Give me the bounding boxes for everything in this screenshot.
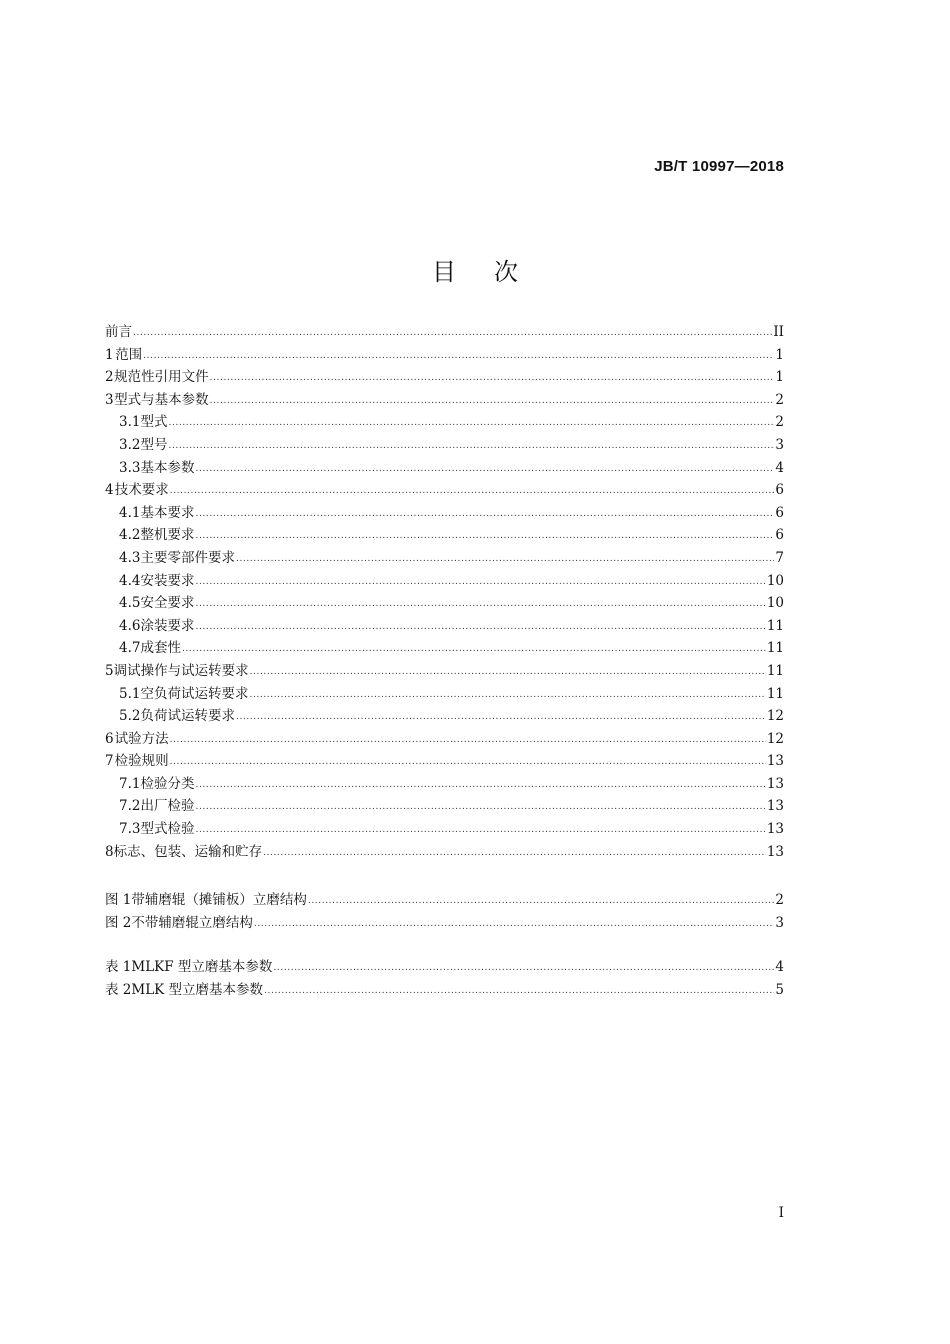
toc-entry[interactable] [105,411,784,434]
entry-page-number: 13 [766,753,784,770]
entry-number: 4.3 [119,549,141,566]
entry-number: 8 [105,843,114,860]
entry-page-number: 13 [766,843,784,860]
dot-leader [143,345,774,368]
entry-number: 5 [105,662,114,679]
entry-number: 3.3 [119,459,141,476]
dot-leader [195,616,765,639]
toc-entry[interactable] [105,434,784,457]
dot-leader [182,638,766,661]
figure-entry[interactable] [105,912,784,935]
entry-page-number: 13 [766,775,784,792]
entry-title: 基本参数 [140,459,195,476]
dot-leader [195,503,774,526]
toc-entry[interactable] [105,773,784,796]
figure-entry[interactable] [105,889,784,912]
dot-leader [170,729,766,752]
entry-number: 4 [105,482,114,499]
toc-entry[interactable] [105,728,784,751]
toc-entry[interactable] [105,547,784,570]
toc-entry[interactable] [105,344,784,367]
dot-leader [195,774,765,797]
entry-title: 调试操作与试运转要求 [113,662,249,679]
entry-page-number: 2 [775,892,784,908]
toc-entry[interactable] [105,524,784,547]
toc-entry[interactable] [105,321,784,344]
entry-title: 检验分类 [140,775,195,792]
entry-page-number: 6 [775,482,784,499]
entry-title: 不带辅磨辊立磨结构 [131,914,253,931]
entry-title: 型式检验 [140,821,195,838]
dot-leader [170,751,766,774]
entry-number: 图 2 [105,914,132,931]
entry-page-number: 10 [766,572,784,589]
entry-title: 型式与基本参数 [114,391,209,408]
dot-leader [249,684,765,707]
entry-page-number: 1 [775,369,784,386]
entry-title: 标志、包装、运输和贮存 [113,843,263,860]
entry-number: 6 [105,730,114,747]
entry-page-number: 10 [766,595,784,612]
dot-leader [195,458,774,481]
toc-entry[interactable] [105,705,784,728]
entry-page-number: 2 [775,391,784,408]
entry-page-number: 12 [766,708,784,725]
entry-title: 带辅磨辊（摊铺板）立磨结构 [131,892,307,908]
entry-title: 检验规则 [114,753,169,770]
toc-entry[interactable] [105,637,784,660]
entry-number: 3.1 [119,414,141,431]
toc-entry[interactable] [105,502,784,525]
dot-leader [195,593,765,616]
entry-number: 7.2 [119,798,141,815]
entry-title: 试验方法 [114,730,169,747]
toc-entry[interactable] [105,479,784,502]
entry-title: 前言 [105,324,132,340]
entry-title: 整机要求 [140,527,195,544]
toc-entry[interactable] [105,683,784,706]
toc-entry[interactable] [105,750,784,773]
entry-number: 表 1 [105,959,132,975]
dot-leader [264,980,774,1003]
dot-leader [210,367,775,390]
entry-page-number: 7 [775,549,784,566]
entry-title: 主要零部件要求 [140,549,235,566]
entry-page-number: 3 [775,914,784,931]
entry-title: 技术要求 [114,482,169,499]
entry-page-number: II [773,324,784,340]
toc-entry[interactable] [105,795,784,818]
entry-page-number: 6 [775,527,784,544]
entry-page-number: 11 [766,662,784,679]
entry-page-number: 11 [766,685,784,702]
table-of-contents [105,321,784,863]
entry-page-number: 3 [775,436,784,453]
dot-leader [236,706,766,729]
dot-leader [273,957,774,980]
entry-title: 型号 [140,436,168,453]
entry-title: MLKF 型立磨基本参数 [131,959,273,975]
table-entry[interactable] [105,979,784,1002]
dot-leader [195,525,774,548]
dot-leader [236,548,774,571]
entry-page-number: 11 [766,640,784,657]
entry-title: 负荷试运转要求 [140,708,235,725]
entry-page-number: 4 [775,959,784,975]
entry-number: 4.4 [119,572,141,589]
dot-leader [170,480,775,503]
toc-entry[interactable] [105,570,784,593]
entry-number: 2 [105,369,114,386]
entry-title: 成套性 [140,640,181,657]
page-title: 目次 [432,258,556,286]
entry-number: 7.1 [119,775,141,792]
entry-page-number: 4 [775,459,784,476]
entry-title: 规范性引用文件 [114,369,209,386]
entry-title: 基本要求 [140,504,195,521]
toc-entry[interactable] [105,366,784,389]
toc-entry[interactable] [105,818,784,841]
dot-leader [168,435,774,458]
entry-number: 图 1 [105,892,132,908]
entry-title: 安全要求 [140,595,195,612]
entry-number: 3.2 [119,436,141,453]
toc-entry[interactable] [105,615,784,638]
entry-number: 4.2 [119,527,141,544]
dot-leader [308,890,775,913]
entry-number: 7 [105,753,114,770]
entry-page-number: 5 [775,981,784,998]
entry-title: 安装要求 [140,572,195,589]
entry-number: 4.1 [119,504,141,521]
entry-page-number: 13 [766,821,784,838]
dot-leader [133,322,772,345]
entry-number: 4.7 [119,640,141,657]
table-entry[interactable] [105,956,784,979]
entry-title: 出厂检验 [140,798,195,815]
toc-entry[interactable] [105,592,784,615]
entry-title: 型式 [140,414,168,431]
entry-number: 表 2 [105,981,132,998]
entry-title: 涂装要求 [140,617,195,634]
document-number: JB/T 10997—2018 [654,158,784,175]
entry-title: 范围 [115,346,143,363]
dot-leader [254,913,775,936]
entry-title: MLK 型立磨基本参数 [131,981,264,998]
dot-leader [210,390,775,413]
entry-number: 5.1 [119,685,141,702]
dot-leader [168,412,774,435]
toc-entry[interactable] [105,660,784,683]
entry-page-number: 6 [775,504,784,521]
page-number: I [778,1205,784,1221]
entry-page-number: 1 [775,346,784,363]
entry-number: 5.2 [119,708,141,725]
entry-page-number: 12 [766,730,784,747]
dot-leader [250,661,766,684]
list-of-figures [105,889,784,934]
dot-leader [263,842,766,865]
dot-leader [195,796,765,819]
toc-entry[interactable] [105,389,784,412]
entry-number: 7.3 [119,821,141,838]
entry-number: 1 [105,346,114,363]
entry-number: 4.6 [119,617,141,634]
dot-leader [195,571,765,594]
toc-entry[interactable] [105,457,784,480]
list-of-tables [105,956,784,1001]
entry-page-number: 2 [775,414,784,431]
entry-title: 空负荷试运转要求 [140,685,249,702]
entry-number: 3 [105,391,114,408]
entry-number: 4.5 [119,595,141,612]
entry-page-number: 13 [766,798,784,815]
dot-leader [195,819,765,842]
toc-entry[interactable] [105,841,784,864]
entry-page-number: 11 [766,617,784,634]
